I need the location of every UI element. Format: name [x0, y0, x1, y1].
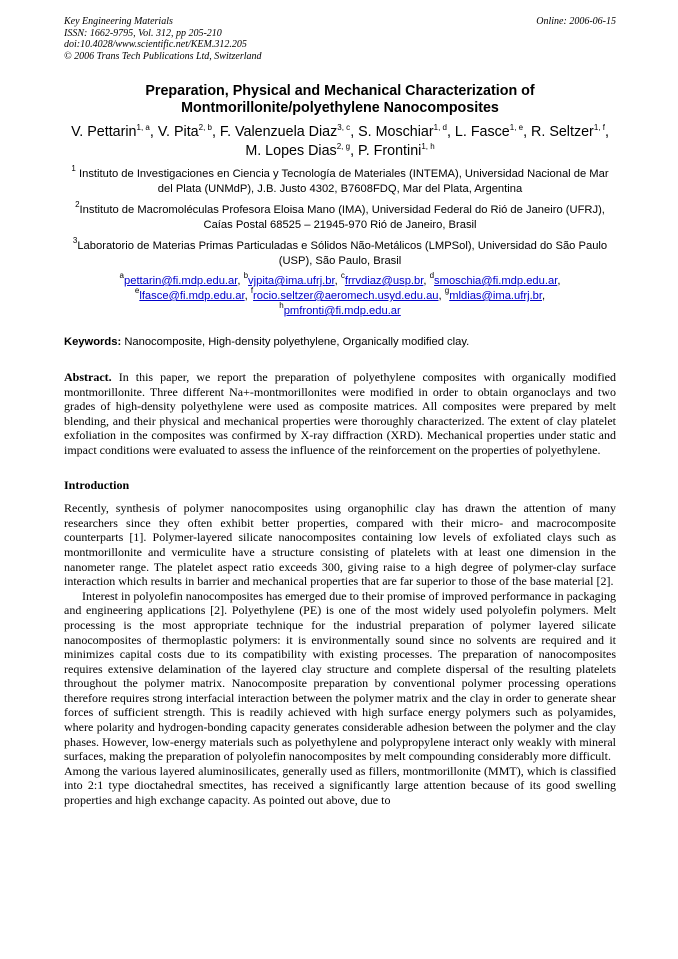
email-link[interactable]: mldias@ima.ufrj.br [449, 290, 543, 302]
author-list: V. Pettarin$^{1, a}$, V. Pita$^{2, b}$, F. Valenzuela Diaz$^{3, c}$, S. Moschiar$^{1, d}$, L. Fasce$^{1, e}$, R. Seltzer$^{1, f}$, M. Lopes Dias$^{2, g}$, P. Frontini$^{1, h}$ [71, 123, 609, 159]
keywords-text: Nanocomposite, High-density polyethylene, Organically modified clay. [124, 336, 470, 348]
affiliation-1: $^1$ Instituto de Investigaciones en Ciencia y Tecnología de Materiales (INTEMA), Universidad Nacional de Mar del Plata (UNMdP), J.B. Justo 4302, B7608FDQ, Mar del Plata, Argentina [71, 164, 609, 195]
section-heading: Introduction [64, 477, 130, 492]
abstract [64, 370, 616, 458]
author: P. Frontini$^{1, h}$ [358, 142, 435, 159]
email-link[interactable]: pmfronti@fi.mdp.edu.ar [283, 305, 401, 317]
author: M. Lopes Dias$^{2, g}$ [245, 142, 351, 159]
email-link[interactable]: pettarin@fi.mdp.edu.ar [124, 275, 238, 287]
doi: doi:10.4028/www.scientific.net/KEM.312.205 [64, 39, 247, 50]
abstract-label: Abstract. [64, 370, 112, 384]
affiliation-2: $^2$Instituto de Macromoléculas Profesora Eloisa Mano (IMA), Universidad Federal do Rió de Janeiro (UFRJ), Caías Postal 68525 – 21945-970 Rió de Janeiro, Brasil [75, 200, 605, 231]
paragraph: Interest in polyolefin nanocomposites has emerged due to their promise of improved performance in packaging and engineering applications [2]. Polyethylene (PE) is one of the most widely used polyolefin polymers. Melt processing is the most appropriate technique for the industrial preparation of polymer layered silicate nanocomposites of thermoplastic polymers: it is environmentally sound since no solvents are required and it minimizes capital costs due to its compatibility with existing processes. The preparation of nanocomposites requires extensive delamination of the layered clay structure and complete dispersal of the resulting platelets throughout the polymer matrix. Nanocomposite preparation by conventional polymer processing operations therefore requires strong interfacial interaction between the polymer matrix and the clay in order to generate shear forces of sufficient strength. This is readily achieved with high surface energy polymers such as polyamides, where polarity and hydrogen-bonding capacity generates considerable adhesion between the polymer and the clay phases. However, low-energy materials such as polyethylene and polypropylene interact only weakly with mineral surfaces, making the preparation of polyolefin nanocomposites by melt compounding considerably more difficult. [64, 588, 616, 764]
paragraph: Among the various layered aluminosilicates, generally used as fillers, montmorillonite (MMT), which is classified into 2:1 type dioctahedral smectites, has received a significantly large attention because of its good swelling properties and high exchange capacity. As pointed out above, due to [64, 763, 616, 808]
email-link[interactable]: vjpita@ima.ufrj.br [248, 275, 335, 287]
author: V. Pettarin$^{1, a}$ [71, 123, 150, 140]
title-line-2: Montmorillonite/polyethylene Nanocomposites [181, 100, 499, 116]
intro-body [64, 501, 616, 807]
affiliation-3: $^3$Laboratorio de Materias Primas Particuladas e Sólidos Não-Metálicos (LMPSol), Universidad do São Paulo (USP), São Paulo, Brasil [72, 236, 608, 267]
keywords [64, 335, 616, 350]
paper-page [64, 16, 616, 808]
author: S. Moschiar$^{1, d}$ [358, 123, 447, 140]
author: F. Valenzuela Diaz$^{3, c}$ [219, 123, 351, 140]
email-list: $^a$pettarin@fi.mdp.edu.ar, $^b$vjpita@ima.ufrj.br, $^c$frrvdiaz@usp.br, $^d$smoschia@fi.mdp.edu.ar, $^e$lfasce@fi.mdp.edu.ar, $^f$rocio.seltzer@aeromech.usyd.edu.au, $^g$mldias@ima.ufrj.br, $^h$pmfronti@fi.mdp.edu.ar [119, 271, 561, 317]
copyright: © 2006 Trans Tech Publications Ltd, Switzerland [64, 50, 262, 62]
abstract-text: In this paper, we report the preparation of polyethylene composites with organically modified montmorillonite. Three different Na+-montmorillonites were modified in order to obtain organoclays and two grades of high-density polyethylene were used as composite matrices. All composites were prepared by melt blending, and their physical and mechanical properties were thoroughly characterized. The extent of clay platelet exfoliation in the composites was confirmed by X-ray diffraction (XRD). Mechanical properties under static and impact conditions were evaluated to assess the influence of the reinforcement on the properties of polyethylene. [64, 370, 616, 457]
online-date: Online: 2006-06-15 [536, 16, 616, 27]
email-link[interactable]: frrvdiaz@usp.br [344, 275, 424, 287]
paragraph: Recently, synthesis of polymer nanocomposites using organophilic clay has drawn the attention of many researchers since they often exhibit better properties, compared with their micro- and macrocomposite counterparts [1]. Polymer-layered silicate nanocomposites containing low levels of exfoliated clays such as montmorillonite and vermiculite have a structure consisting of platelets with at least one dimension in the nanometer range. The platelet aspect ratio exceeds 300, giving raise to a high degree of polymer-clay surface interaction which results in barrier and mechanical properties that are far superior to those of the base material [2]. [64, 501, 616, 589]
email-link[interactable]: lfasce@fi.mdp.edu.ar [139, 290, 245, 302]
author: R. Seltzer$^{1, f}$ [531, 123, 605, 140]
issn: ISSN: 1662-9795, Vol. 312, pp 205-210 [64, 27, 222, 39]
keywords-label: Keywords: [64, 336, 122, 348]
author: V. Pita$^{2, b}$ [157, 123, 212, 140]
journal-name: Key Engineering Materials [64, 16, 173, 27]
title-line-1: Preparation, Physical and Mechanical Characterization of [145, 83, 535, 99]
email-link[interactable]: smoschia@fi.mdp.edu.ar [434, 275, 558, 287]
journal-info [64, 16, 262, 62]
email-link[interactable]: rocio.seltzer@aeromech.usyd.edu.au [253, 290, 439, 302]
journal-header [64, 16, 616, 66]
author: L. Fasce$^{1, e}$ [454, 123, 524, 140]
paper-title [64, 83, 616, 117]
